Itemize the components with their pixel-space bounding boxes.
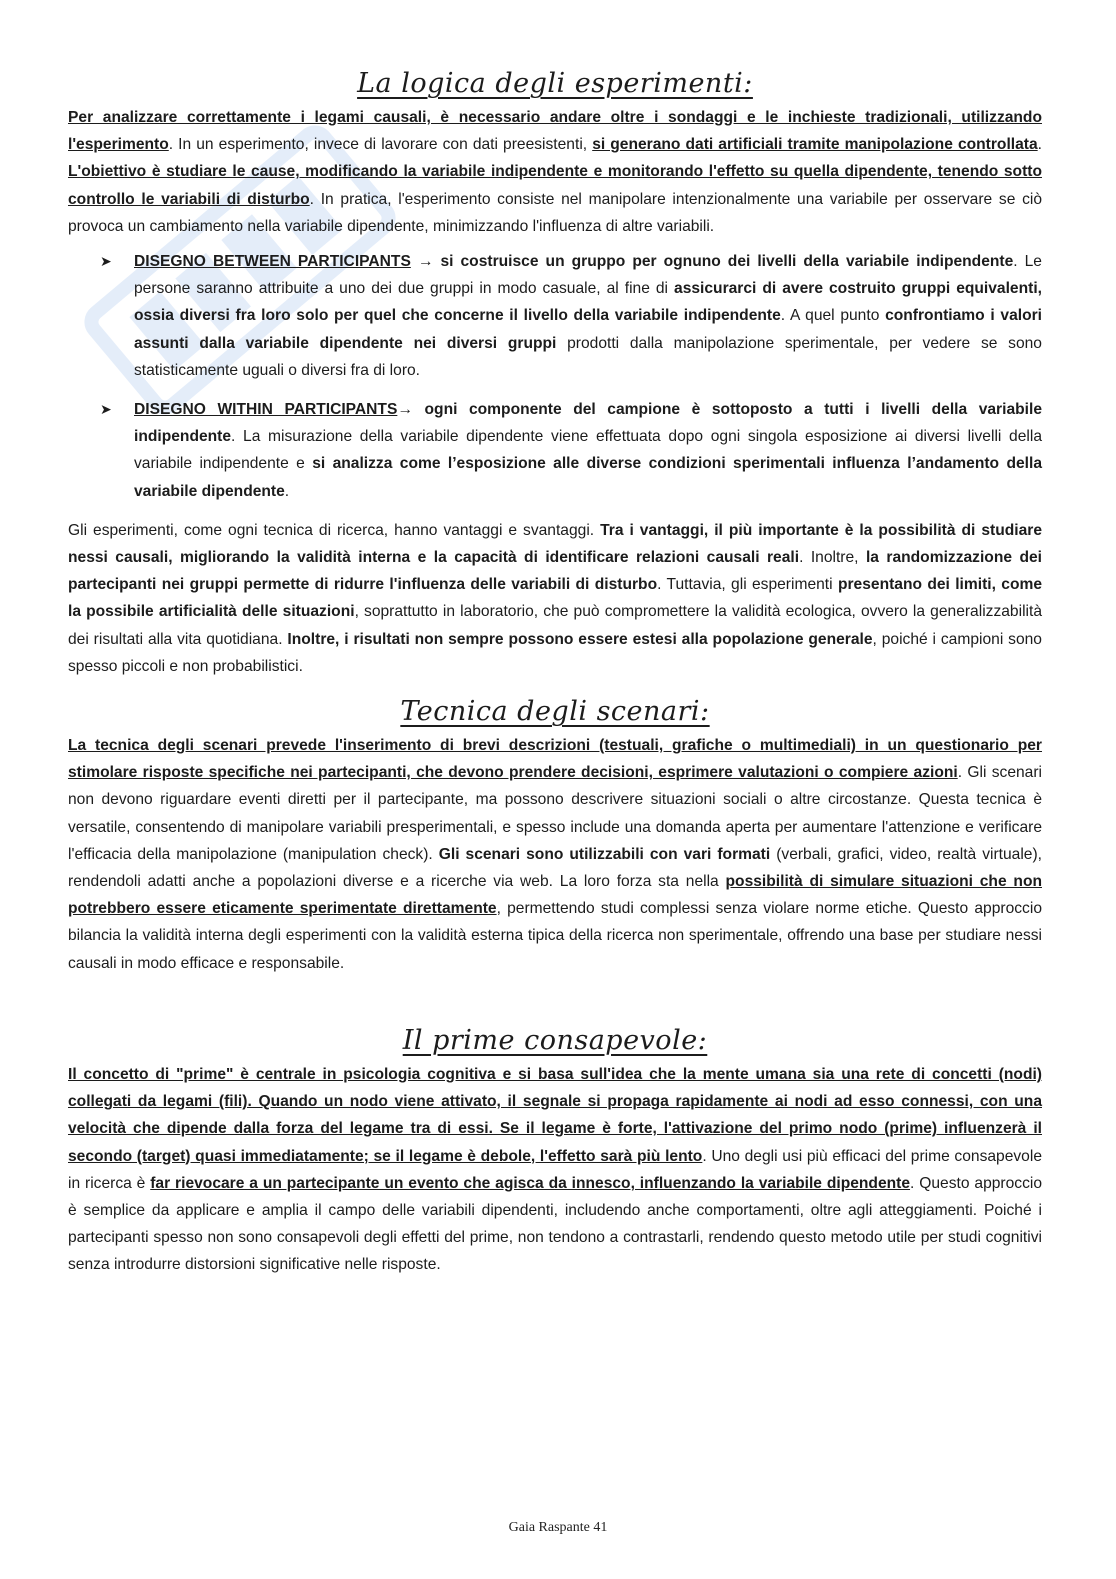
- text-run: , poiché i campioni sono spesso piccoli e non probabilistici.: [68, 630, 1042, 675]
- text-run: prodotti dalla manipolazione sperimentale, per vedere se sono statisticamente uguali o diversi fra di loro.: [134, 334, 1042, 379]
- text-run: DISEGNO BETWEEN PARTICIPANTS: [134, 253, 411, 271]
- text-run: la randomizzazione dei partecipanti nei gruppi permette di ridurre l'influenza delle variabili di disturbo: [68, 549, 1042, 594]
- text-run: .: [1037, 136, 1042, 154]
- text-run: Tra i vantaggi, il più importante è la possibilità di studiare nessi causali, migliorando la validità interna e la capacità di identificare relazioni causali reali: [68, 521, 1043, 567]
- text-run: La tecnica degli scenari prevede l'inserimento di brevi descrizioni (testuali, grafiche o multimediali) in un questionario per stimolare risposte specifiche nei partecipanti, che devono prendere decisioni, esprimere valutazioni o compiere azioni: [68, 737, 1042, 782]
- text-run: .: [284, 482, 290, 500]
- text-run: , permettendo studi complessi senza violare norme etiche. Questo approccio bilancia la validità interna degli esperimenti con la validità esterna tipica della ricerca non sperimentale, offrendo una base per studiare nessi causali in modo efficace e responsabile.: [68, 900, 1042, 972]
- text-run: L'obiettivo è studiare le cause, modificando la variabile indipendente e monitorando l'effetto su quella dipendente, tenendo sotto controllo le variabili di disturbo: [68, 163, 1042, 208]
- arrowhead-bullet-icon: ➤: [100, 253, 112, 270]
- text-run: . In un esperimento, invece di lavorare con dati preesistenti,: [168, 136, 593, 154]
- text-run: Inoltre, i risultati non sempre possono essere estesi alla popolazione generale: [287, 630, 873, 648]
- text-run: far rievocare a un partecipante un evento che agisca da innesco, influenzando la variabile dipendente: [150, 1174, 911, 1192]
- text-run: . Uno degli usi più efficaci del prime consapevole in ricerca è: [68, 1147, 1042, 1192]
- text-run: si costruisce un gruppo per ognuno dei livelli della variabile indipendente: [440, 253, 1014, 271]
- section-title-prime-consapevole: Il prime consapevole:: [402, 1024, 708, 1056]
- text-run: , soprattutto in laboratorio, che può compromettere la validità ecologica, ovvero la generalizzabilità dei risultati alla vita quotidiana.: [68, 603, 1042, 648]
- list-item-within: [100, 396, 1042, 505]
- text-run: . Le persone saranno attribuite a uno dei due gruppi in modo casuale, al fine di: [134, 253, 1042, 298]
- text-run: Il concetto di "prime" è centrale in psicologia cognitiva e si basa sull'idea che la mente umana sia una rete di concetti (nodi) collegati da legami (fili). Quando un nodo viene attivato, il segnale si propaga rapidamente ai nodi ad esso connessi, con una velocità che dipende dalla forza del legame tra di essi. Se il legame è forte, l'attivazione del primo nodo (prime) influenzerà il secondo (target) quasi immediatamente; se il legame è debole, l'effetto sarà più lento: [68, 1065, 1042, 1165]
- text-run: DISEGNO WITHIN PARTICIPANTS: [134, 401, 398, 419]
- text-run: . Inoltre,: [799, 549, 866, 567]
- paragraph-esperimenti-intro: [68, 104, 1042, 240]
- text-run: si generano dati artificiali tramite manipolazione controllata: [592, 136, 1038, 154]
- text-run: . Questo approccio è semplice da applicare e amplia il campo delle variabili dipendenti, includendo anche comportamenti, oltre agli atteggiamenti. Poiché i partecipanti spesso non sono consapevoli degli effetti del prime, non tendono a contrastarli, rendendo questo metodo utile per studi cognitivi senza introdurre distorsioni significative nelle risposte.: [68, 1174, 1043, 1274]
- paragraph-prime: [68, 1061, 1042, 1279]
- text-run: →: [397, 401, 425, 419]
- text-run: Gli scenari sono utilizzabili con vari formati: [438, 845, 771, 863]
- text-run: confrontiamo i valori assunti dalla variabile dipendente nei diversi gruppi: [134, 307, 1042, 352]
- text-run: possibilità di simulare situazioni che non potrebbero essere eticamente sperimentate direttamente: [68, 873, 1042, 918]
- section-title-tecnica-scenari: Tecnica degli scenari:: [400, 696, 710, 728]
- paragraph-scenari: [68, 732, 1042, 977]
- text-run: Per analizzare correttamente i legami causali, è necessario andare oltre i sondaggi e le inchieste tradizionali, utilizzando l'esperimento: [68, 109, 1042, 154]
- text-run: Gli esperimenti, come ogni tecnica di ricerca, hanno vantaggi e svantaggi.: [68, 521, 601, 539]
- text-run: assicurarci di avere costruito gruppi equivalenti, ossia diversi fra loro solo per quel che concerne il livello della variabile indipendente: [134, 280, 1042, 325]
- text-run: presentano dei limiti, come la possibile artificialità delle situazioni: [68, 576, 1043, 621]
- page-footer: Gaia Raspante 41: [508, 1520, 608, 1535]
- text-run: (verbali, grafici, video, realtà virtuale), rendendoli adatti anche a popolazioni diverse e a ricerche via web. La loro forza sta nella: [68, 845, 1042, 891]
- arrowhead-bullet-icon: ➤: [100, 401, 112, 418]
- design-list: [68, 248, 1042, 505]
- list-item-between: [100, 248, 1042, 384]
- document-body: [68, 64, 1042, 1279]
- text-run: . La misurazione della variabile dipendente viene effettuata dopo ogni singola esposizione ai diversi livelli della variabile indipendente e: [134, 428, 1042, 473]
- text-run: . In pratica, l'esperimento consiste nel manipolare intenzionalmente una variabile per osservare se ciò provoca un cambiamento nella variabile dipendente, minimizzando l'influenza di altre variabili.: [68, 190, 1043, 235]
- text-run: ogni componente del campione è sottoposto a tutti i livelli della variabile indipendente: [134, 401, 1042, 446]
- text-run: →: [410, 253, 441, 271]
- text-run: si analizza come l’esposizione alle diverse condizioni sperimentali influenza l’andamento della variabile dipendente: [134, 455, 1042, 500]
- text-run: . A quel punto: [780, 307, 886, 325]
- text-run: . Gli scenari non devono riguardare eventi diretti per il partecipante, ma possono descrivere situazioni sociali o altre circostanze. Questa tecnica è versatile, consentendo di manipolare variabili presperimentali, e spesso include una domanda aperta per aumentare l'attenzione e verificare l'efficacia della manipolazione (manipulation check).: [68, 764, 1043, 863]
- text-run: . Tuttavia, gli esperimenti: [657, 576, 838, 594]
- paragraph-esperimenti-vantaggi: [68, 517, 1042, 680]
- section-title-logica-esperimenti: La logica degli esperimenti:: [357, 68, 753, 99]
